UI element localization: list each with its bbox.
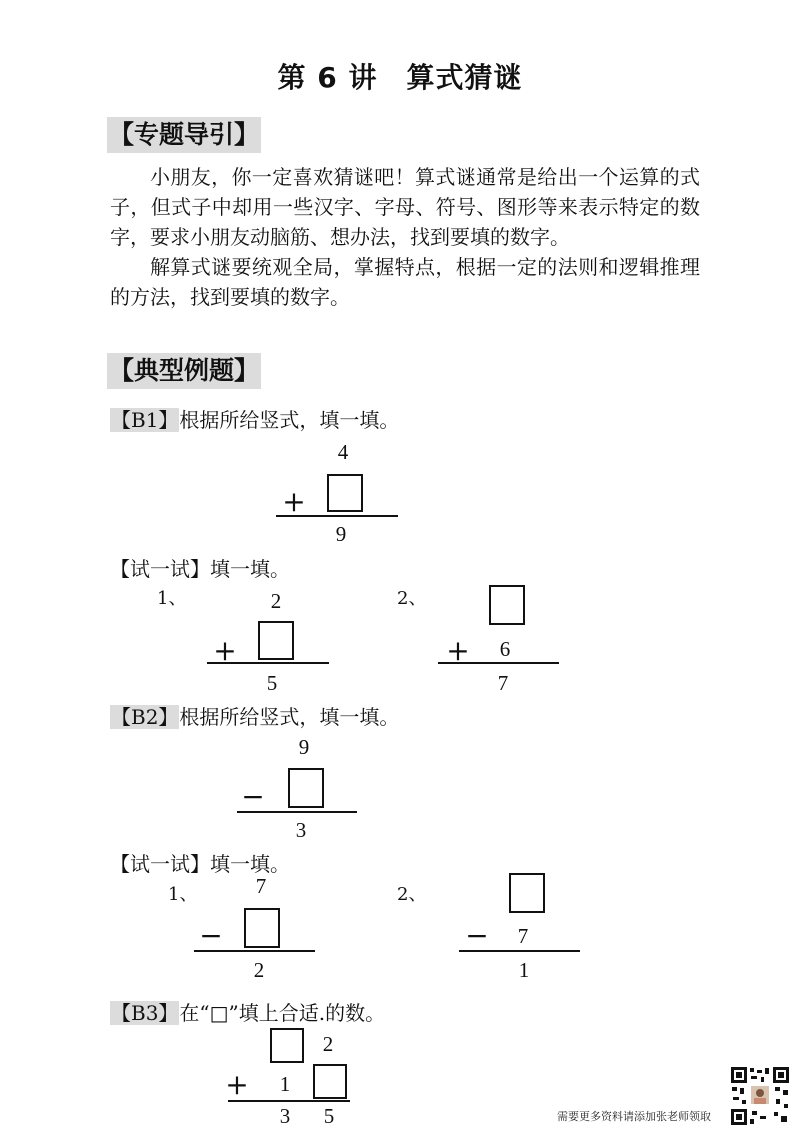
b2-result: 3 bbox=[295, 818, 307, 842]
b2-top-digit: 9 bbox=[298, 735, 310, 759]
b2-try2-second: 7 bbox=[517, 924, 529, 948]
b3-top-tens-box[interactable] bbox=[270, 1028, 304, 1063]
b1-instruction: 根据所给竖式，填一填。 bbox=[179, 408, 400, 432]
b1-result: 9 bbox=[335, 522, 347, 546]
b3-result-ones: 5 bbox=[323, 1104, 335, 1128]
b2-try-label: 【试一试】填一填。 bbox=[110, 852, 290, 876]
section-heading-examples: 【典型例题】 bbox=[107, 353, 261, 389]
intro-paragraph-1: 小朋友，你一定喜欢猜谜吧！算式谜通常是给出一个运算的式子，但式子中却用一些汉字、字母、符号、图形等来表示特定的数字，要求小朋友动脑筋、想办法，找到要填的数字。 bbox=[110, 165, 700, 249]
b1-try1-answer-box[interactable] bbox=[258, 621, 294, 660]
b3-instruction: 在“□”填上合适.的数。 bbox=[179, 1001, 386, 1025]
b1-top-digit: 4 bbox=[337, 440, 349, 464]
b1-try2-operator: + bbox=[446, 634, 470, 667]
b2-operator: − bbox=[241, 780, 265, 813]
b3-second-ones-box[interactable] bbox=[313, 1064, 347, 1099]
intro-paragraph-2: 解算式谜要统观全局，掌握特点，根据一定的法则和逻辑推理的方法，找到要填的数字。 bbox=[110, 255, 700, 309]
b1-try1-rule bbox=[207, 662, 329, 664]
b1-rule bbox=[276, 515, 398, 517]
b1-try2-result: 7 bbox=[497, 671, 509, 695]
b3-top-ones: 2 bbox=[322, 1032, 334, 1056]
b1-try1-result: 5 bbox=[266, 671, 278, 695]
b2-try1-rule bbox=[194, 950, 315, 952]
b2-answer-box[interactable] bbox=[288, 768, 324, 808]
b1-label bbox=[110, 404, 399, 433]
b2-try2-index: 2、 bbox=[397, 884, 427, 905]
qr-code-icon bbox=[730, 1066, 790, 1126]
b2-try2-rule bbox=[459, 950, 580, 952]
b1-try1-top: 2 bbox=[270, 589, 282, 613]
b3-rule bbox=[228, 1100, 350, 1102]
b1-try2-second: 6 bbox=[499, 637, 511, 661]
b1-tag: 【B1】 bbox=[111, 408, 179, 432]
page-title: 第 6 讲 算式猜谜 bbox=[277, 61, 523, 94]
b2-try2-operator: − bbox=[465, 919, 489, 952]
b3-second-tens: 1 bbox=[279, 1072, 291, 1096]
footer-note: 需要更多资料请添加张老师领取 bbox=[557, 1110, 711, 1123]
b1-try2-answer-box[interactable] bbox=[489, 585, 525, 625]
b1-try1-operator: + bbox=[213, 634, 237, 667]
b3-operator: + bbox=[225, 1068, 249, 1101]
b2-try1-index: 1、 bbox=[168, 884, 198, 905]
b2-label bbox=[110, 701, 399, 730]
b2-try2-answer-box[interactable] bbox=[509, 873, 545, 913]
b3-label bbox=[110, 997, 385, 1026]
b3-tag: 【B3】 bbox=[111, 1001, 179, 1025]
b3-result-tens: 3 bbox=[279, 1104, 291, 1128]
b2-try1-operator: − bbox=[199, 919, 223, 952]
b1-operator: + bbox=[282, 485, 306, 518]
b2-instruction: 根据所给竖式，填一填。 bbox=[179, 705, 400, 729]
b2-try1-result: 2 bbox=[253, 958, 265, 982]
b2-try1-top: 7 bbox=[255, 874, 267, 898]
b1-try2-index: 2、 bbox=[397, 588, 427, 609]
b1-answer-box[interactable] bbox=[327, 474, 363, 512]
section-heading-intro: 【专题导引】 bbox=[107, 117, 261, 153]
intro-text bbox=[110, 162, 700, 312]
b2-try1-answer-box[interactable] bbox=[244, 908, 280, 948]
b1-try-label: 【试一试】填一填。 bbox=[110, 557, 290, 581]
b1-try2-rule bbox=[438, 662, 559, 664]
b2-rule bbox=[237, 811, 357, 813]
b2-tag: 【B2】 bbox=[111, 705, 179, 729]
b1-try1-index: 1、 bbox=[157, 588, 187, 609]
b2-try2-result: 1 bbox=[518, 958, 530, 982]
